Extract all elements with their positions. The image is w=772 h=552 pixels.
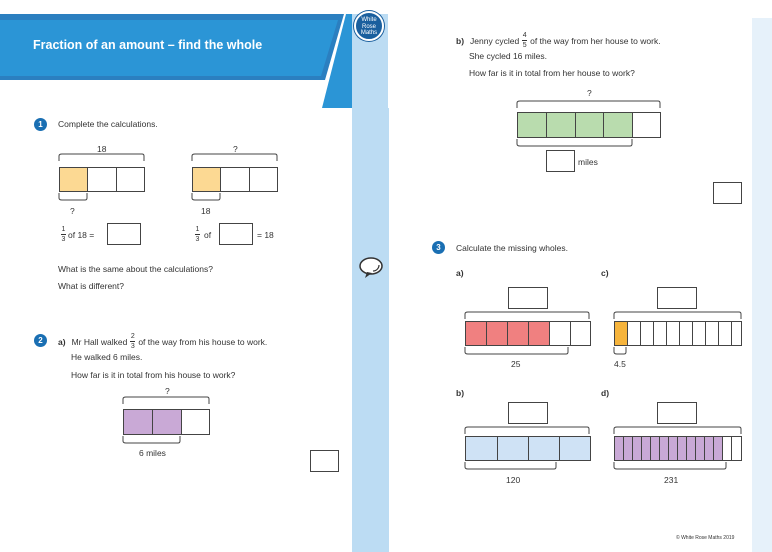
question-3-badge: 3 (432, 241, 445, 254)
q2b-bottom-brace (517, 139, 637, 147)
q2b-top-label: ? (587, 88, 592, 98)
q1-left-bottom-label: ? (70, 206, 75, 216)
q1-left-top-brace (59, 154, 145, 162)
q3d-label: d) (601, 388, 610, 398)
q3b-value: 120 (506, 475, 521, 485)
q3d-value: 231 (664, 475, 679, 485)
q3a-bar (465, 321, 591, 346)
q2b-miles-box[interactable] (546, 150, 575, 172)
center-strip (352, 108, 389, 552)
q1-calc1-text: of 18 = (68, 229, 95, 240)
q2a-denominator: 3 (130, 343, 135, 350)
q2b-fraction (522, 32, 527, 49)
q3b-top-brace (465, 427, 591, 435)
q2a-answer-box[interactable] (310, 450, 339, 472)
q2a-top-label: ? (165, 386, 170, 396)
q1-calc1 (61, 226, 94, 243)
q2a-numerator: 2 (130, 333, 135, 340)
q3d-answer-box[interactable] (657, 402, 697, 424)
q2a-fraction (130, 333, 135, 350)
q1-calc2-answer-box[interactable] (219, 223, 253, 245)
white-rose-maths-logo (354, 11, 384, 41)
q1-right-top-label: ? (233, 144, 238, 154)
q3b-bar (465, 436, 591, 461)
q3b-bottom-brace (465, 462, 561, 470)
q2b-line1 (456, 32, 661, 49)
q3c-bar (614, 321, 742, 346)
q1-calc1-fraction (61, 226, 66, 243)
q1-question-same: What is the same about the calculations? (58, 264, 213, 274)
header-banner (0, 0, 390, 112)
q3c-answer-box[interactable] (657, 287, 697, 309)
q2b-text2: of the way from her house to work. (530, 35, 661, 46)
q2b-numerator: 4 (522, 32, 527, 39)
q1-calc2-denominator: 3 (195, 236, 200, 243)
q3a-top-brace (465, 312, 591, 320)
q3c-top-brace (614, 312, 744, 320)
q2b-text1: Jenny cycled (470, 35, 520, 46)
q3a-label: a) (456, 268, 464, 278)
question-2-badge: 2 (34, 334, 47, 347)
q3-instruction: Calculate the missing wholes. (456, 243, 568, 253)
q2a-text2: of the way from his house to work. (138, 336, 268, 347)
q3a-bottom-brace (465, 347, 573, 355)
q1-calc2-tail: = 18 (257, 230, 274, 240)
q1-calc2-numerator: 1 (195, 226, 200, 233)
q2a-line1 (58, 333, 267, 350)
q2a-text1: Mr Hall walked (71, 336, 128, 347)
q2a-bar (123, 409, 210, 435)
q3c-label: c) (601, 268, 609, 278)
q1-left-bar (59, 167, 145, 192)
q2b-answer-box[interactable] (713, 182, 742, 204)
q2b-top-brace (517, 101, 663, 109)
q1-right-bottom-label: 18 (201, 206, 211, 216)
logo-text-3: Maths (360, 30, 378, 36)
q3b-answer-box[interactable] (508, 402, 548, 424)
q1-calc1-denominator: 3 (61, 236, 66, 243)
q2a-top-brace (123, 397, 211, 405)
q3c-value: 4.5 (614, 359, 626, 369)
q1-calc1-answer-box[interactable] (107, 223, 141, 245)
q1-instruction: Complete the calculations. (58, 119, 158, 129)
q2b-line3: How far is it in total from her house to work? (469, 68, 635, 78)
q3b-label: b) (456, 388, 465, 398)
q3a-answer-box[interactable] (508, 287, 548, 309)
q1-right-top-brace (192, 154, 278, 162)
right-page-top-strip (752, 18, 772, 552)
logo-text-1: White (361, 17, 377, 23)
discussion-icon (359, 257, 385, 279)
q1-right-bar (192, 167, 278, 192)
q3a-value: 25 (511, 359, 521, 369)
q2b-denominator: 5 (522, 42, 527, 49)
q1-right-bottom-brace (192, 193, 222, 201)
q3c-bottom-brace (614, 347, 630, 355)
q1-calc2 (195, 226, 211, 243)
q2a-label: a) (58, 336, 66, 347)
q2b-unit: miles (578, 157, 598, 167)
q2a-line3: How far is it in total from his house to work? (71, 370, 236, 380)
q3d-bar (614, 436, 742, 461)
q3d-bottom-brace (614, 462, 732, 470)
q2b-bar (517, 112, 661, 138)
q1-left-bottom-brace (59, 193, 89, 201)
logo-text-2: Rose (361, 23, 376, 30)
q1-question-different: What is different? (58, 281, 124, 291)
q2a-bottom-label: 6 miles (139, 448, 166, 458)
q1-calc2-text: of (204, 229, 212, 240)
q2b-line2: She cycled 16 miles. (469, 51, 547, 61)
q3d-top-brace (614, 427, 744, 435)
q2a-line2: He walked 6 miles. (71, 352, 143, 362)
q1-calc2-fraction (195, 226, 200, 243)
q2a-bottom-brace (123, 436, 183, 444)
question-1-badge: 1 (34, 118, 47, 131)
q1-calc1-numerator: 1 (61, 226, 66, 233)
q2b-label: b) (456, 35, 465, 46)
page-title: Fraction of an amount – find the whole (33, 38, 263, 52)
q1-left-top-label: 18 (97, 144, 107, 154)
copyright: © White Rose Maths 2019 (676, 535, 735, 541)
